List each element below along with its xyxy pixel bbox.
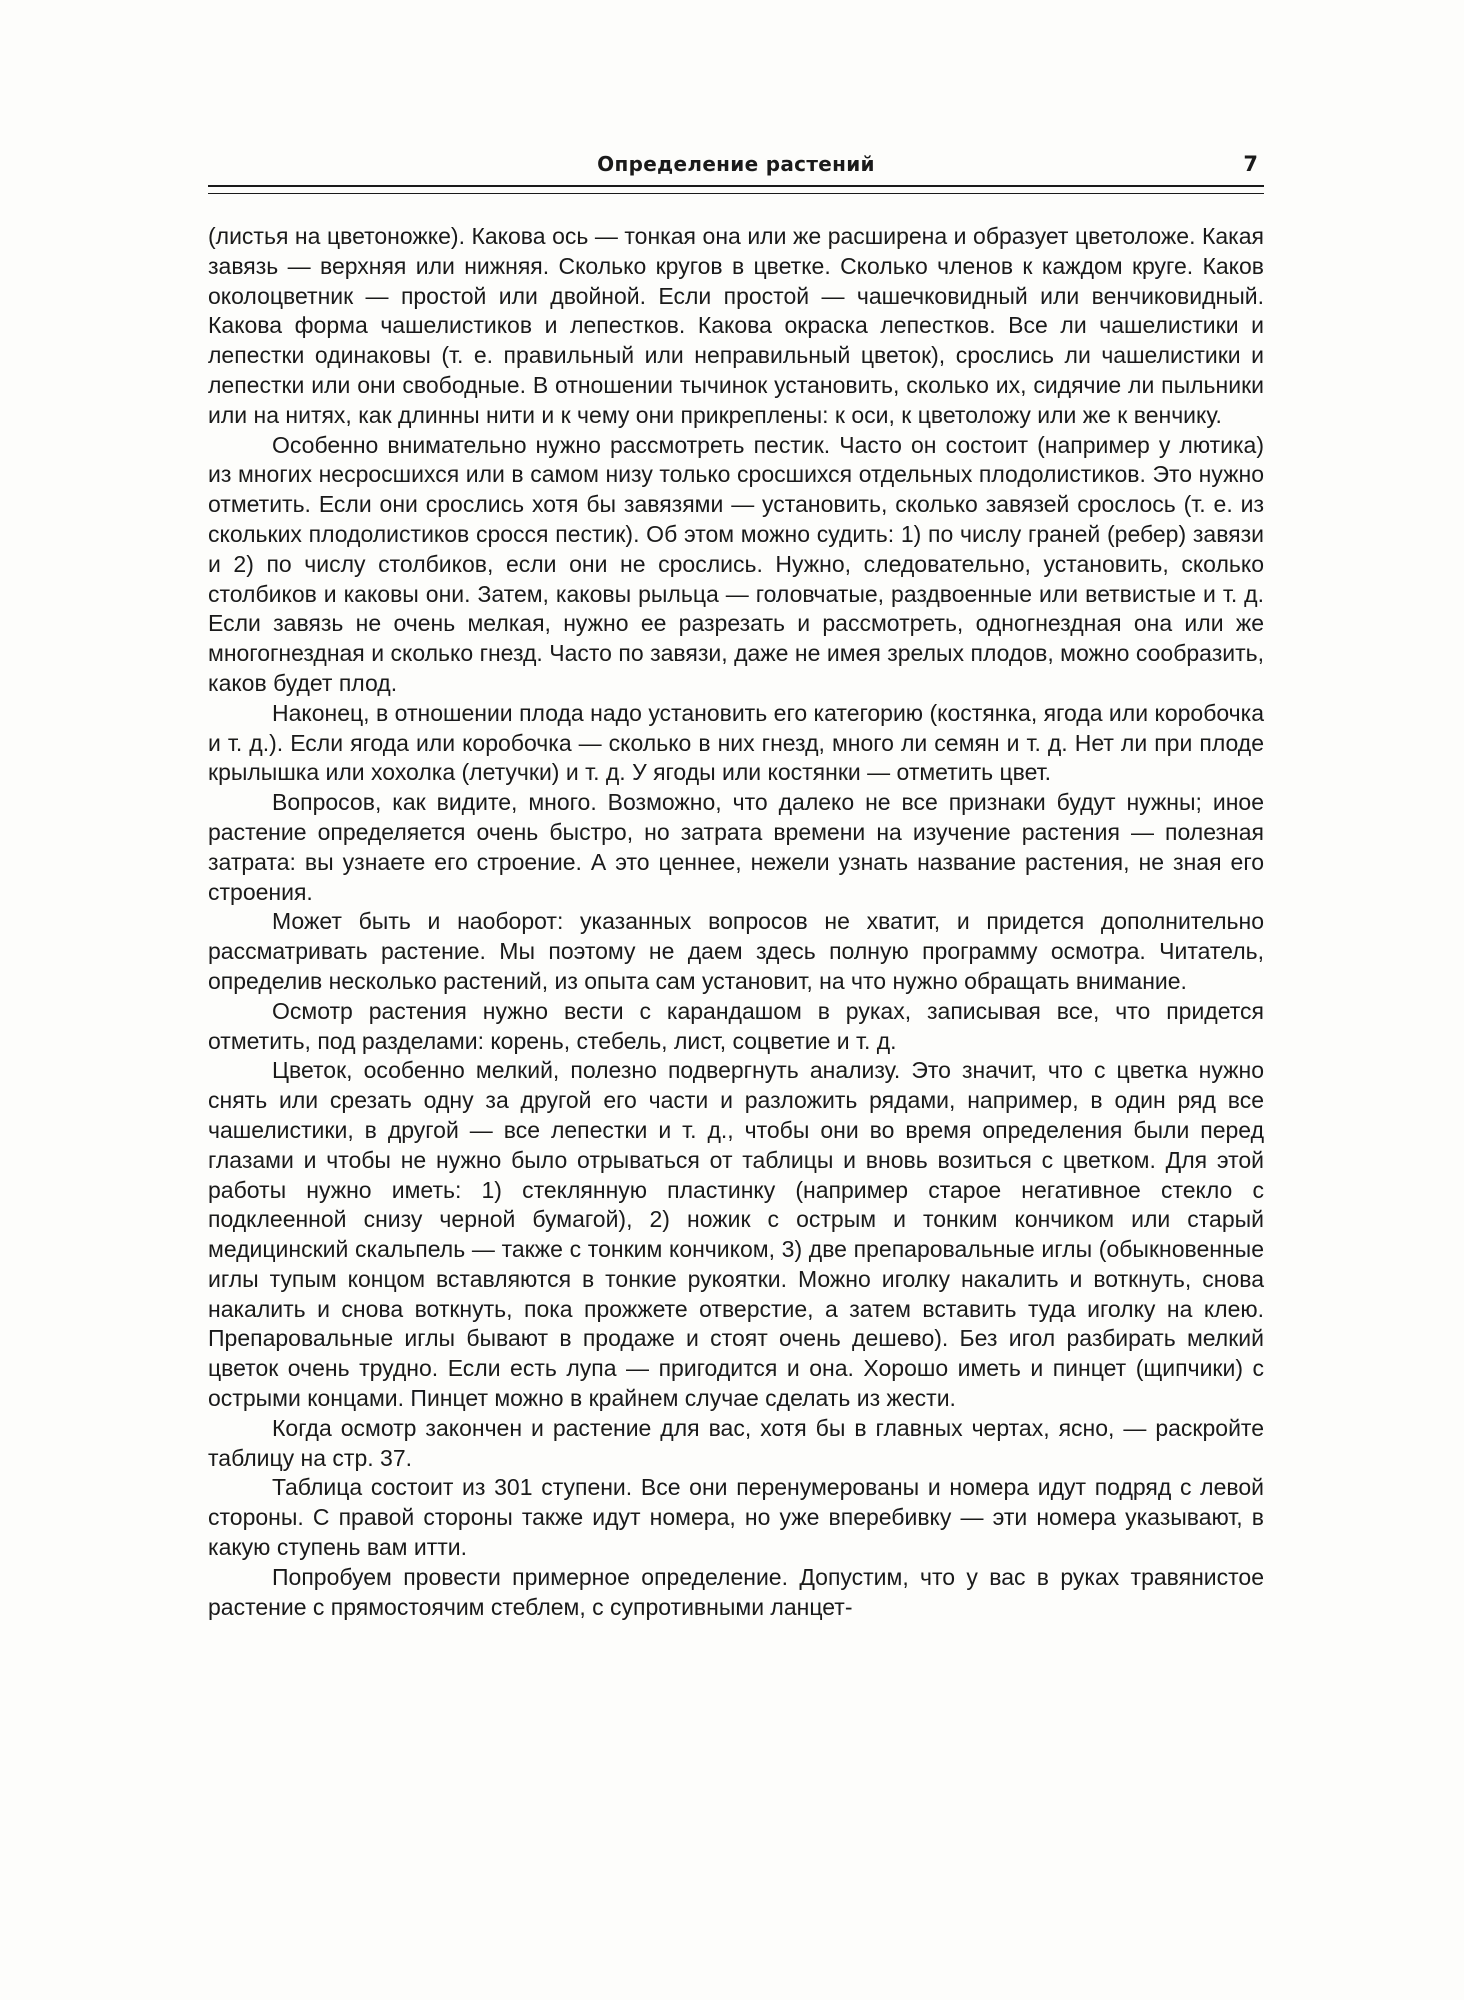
paragraph: Наконец, в отношении плода надо установить его категорию (костянка, ягода или коробочка и т. д.). Если ягода или коробочка — сколько в них гнезд, много ли семян и т. д. Нет ли при плоде крылышка или хохолка (летучки) и т. д. У ягоды или костянки — отметить цвет. <box>208 699 1264 786</box>
paragraph: Цветок, особенно мелкий, полезно подвергнуть анализу. Это значит, что с цветка нужно снять или срезать одну за другой его части и разложить рядами, например, в один ряд все чашелистики, в другой — все лепестки и т. д., чтобы они во время определения были перед глазами и чтобы не нужно было отрываться от таблицы и вновь возиться с цветком. Для этой работы нужно иметь: 1) стеклянную пластинку (например старое негативное стекло с подклеенной снизу черной бумагой), 2) ножик с острым и тонким кончиком или старый медицинский скальпель — также с тонким кончиком, 3) две препаровальные иглы (обыкновенные иглы тупым концом вставляются в тонкие рукоятки. Можно иголку накалить и воткнуть, снова накалить и снова воткнуть, пока прожжете отверстие, а затем вставить туда иголку на клею. Препаровальные иглы бывают в продаже и стоят очень дешево). Без игол разбирать мелкий цветок очень трудно. Если есть лупа — пригодится и она. Хорошо иметь и пинцет (щипчики) с острыми концами. Пинцет можно в крайнем случае сделать из жести. <box>208 1057 1264 1412</box>
header-rule <box>208 185 1264 194</box>
paragraph: Осмотр растения нужно вести с карандашом в руках, записывая все, что придется отметить, под разделами: корень, стебель, лист, соцветие и т. д. <box>208 997 1264 1054</box>
running-title: Определение растений <box>597 152 875 176</box>
page-number: 7 <box>1243 152 1258 176</box>
paragraph: Вопросов, как видите, много. Возможно, что далеко не все признаки будут нужны; иное растение определяется очень быстро, но затрата времени на изучение растения — полезная затрата: вы узнаете его строение. А это ценнее, нежели узнать название растения, не зная его строения. <box>208 789 1264 905</box>
running-head <box>208 152 1264 182</box>
paragraph: (листья на цветоножке). Какова ось — тонкая она или же расширена и образует цветоложе. Какая завязь — верхняя или нижняя. Сколько кругов в цветке. Сколько членов к каждом круге. Каков околоцветник — простой или двойной. Если простой — чашечковидный или венчиковидный. Какова форма чашелистиков и лепестков. Какова окраска лепестков. Все ли чашелистики и лепестки одинаковы (т. е. правильный или неправильный цветок), срослись ли чашелистики и лепестки или они свободные. В отношении тычинок установить, сколько их, сидячие ли пыльники или на нитях, как длинны нити и к чему они прикреплены: к оси, к цветоложу или же к венчику. <box>208 223 1264 428</box>
paragraph: Таблица состоит из 301 ступени. Все они перенумерованы и номера идут подряд с левой стороны. С правой стороны также идут номера, но уже вперебивку — эти номера указывают, в какую ступень вам итти. <box>208 1474 1264 1561</box>
body-text <box>208 222 1264 1622</box>
paragraph: Попробуем провести примерное определение. Допустим, что у вас в руках травянистое растение с прямостоячим стеблем, с супротивными ланцет- <box>208 1563 1264 1620</box>
paragraph: Когда осмотр закончен и растение для вас, хотя бы в главных чертах, ясно, — раскройте таблицу на стр. 37. <box>208 1414 1264 1471</box>
paragraph: Особенно внимательно нужно рассмотреть пестик. Часто он состоит (например у лютика) из многих несросшихся или в самом низу только сросшихся отдельных плодолистиков. Это нужно отметить. Если они срослись хотя бы завязями — установить, сколько завязей срослось (т. е. из скольких плодолистиков сросся пестик). Об этом можно судить: 1) по числу граней (ребер) завязи и 2) по числу столбиков, если они не срослись. Нужно, следовательно, установить, сколько столбиков и каковы они. Затем, каковы рыльца — головчатые, раздвоенные или ветвистые и т. д. Если завязь не очень мелкая, нужно ее разрезать и рассмотреть, одногнездная она или же многогнездная и сколько гнезд. Часто по завязи, даже не имея зрелых плодов, можно сообразить, каков будет плод. <box>208 431 1264 696</box>
paragraph: Может быть и наоборот: указанных вопросов не хватит, и придется дополнительно рассматривать растение. Мы поэтому не даем здесь полную программу осмотра. Читатель, определив несколько растений, из опыта сам установит, на что нужно обращать внимание. <box>208 908 1264 994</box>
